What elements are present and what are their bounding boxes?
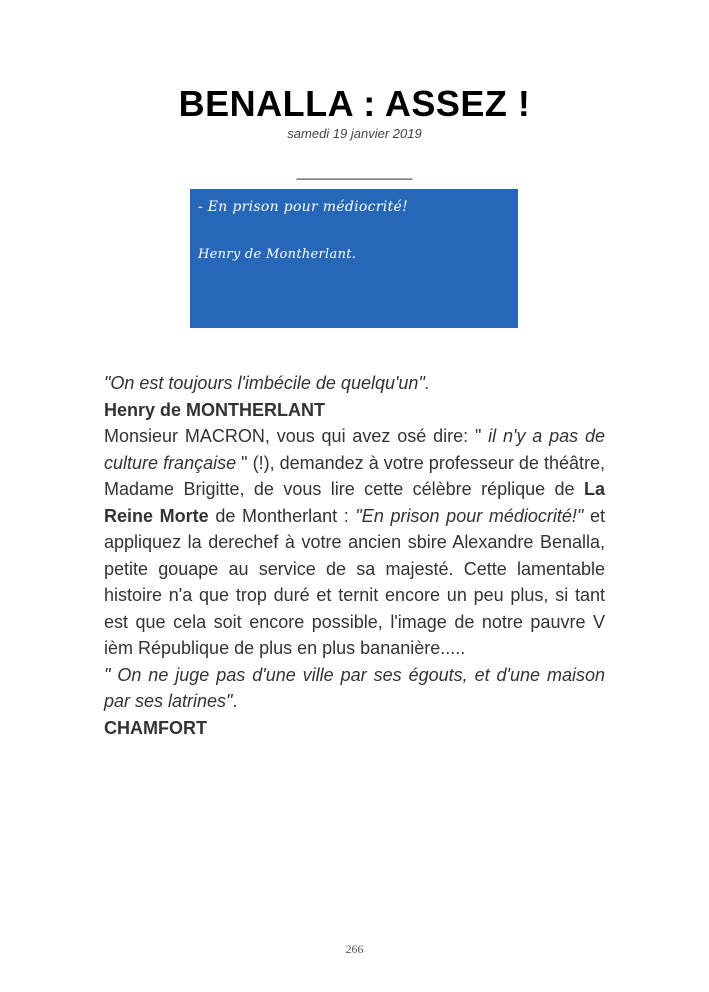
quote-banner [190,189,518,328]
para-text-3: de Montherlant : [208,505,356,526]
closing-quote-author: CHAMFORT [104,717,207,738]
page-title: BENALLA : ASSEZ ! [178,83,531,124]
closing-quote-text: " On ne juge pas d'une ville par ses égouts, et d'une maison par ses latrines" [104,664,605,711]
para-italic-macron-quote: il n'y a pas de culture française [104,426,605,473]
opening-quote: "On est toujours l'imbécile de quelqu'un". [104,373,430,393]
para-bold-play-title: La Reine Morte [104,479,605,526]
post-date: samedi 19 janvier 2019 [287,126,422,141]
separator-line: ________________ [296,165,413,180]
para-text-1: Monsieur MACRON, vous qui avez osé dire: " [104,426,489,446]
closing-quote [104,662,605,715]
opening-quote-author: Henry de MONTHERLANT [104,399,326,420]
main-paragraph [104,423,605,662]
article-body [104,370,605,741]
closing-quote-period: . [232,691,238,711]
para-text-4: et appliquez la derechef à votre ancien sbire Alexandre Benalla, petite gouape au service de sa majesté. Cette lamentable histoire n'a que trop duré et ternit encore un peu plus, si tant est que cela soit encore possible, l'image de notre pauvre V ièm République de plus en plus bananière..... [104,505,605,658]
banner-author-line: Henry de Montherlant. [198,247,357,262]
para-text-2: " (!), demandez à votre professeur de théâtre, Madame Brigitte, de vous lire cette célèbre réplique de [104,452,605,499]
page-number: 266 [345,942,364,956]
para-italic-replique: "En prison pour médiocrité!" [355,505,584,526]
banner-quote-line: - En prison pour médiocrité! [198,199,409,215]
